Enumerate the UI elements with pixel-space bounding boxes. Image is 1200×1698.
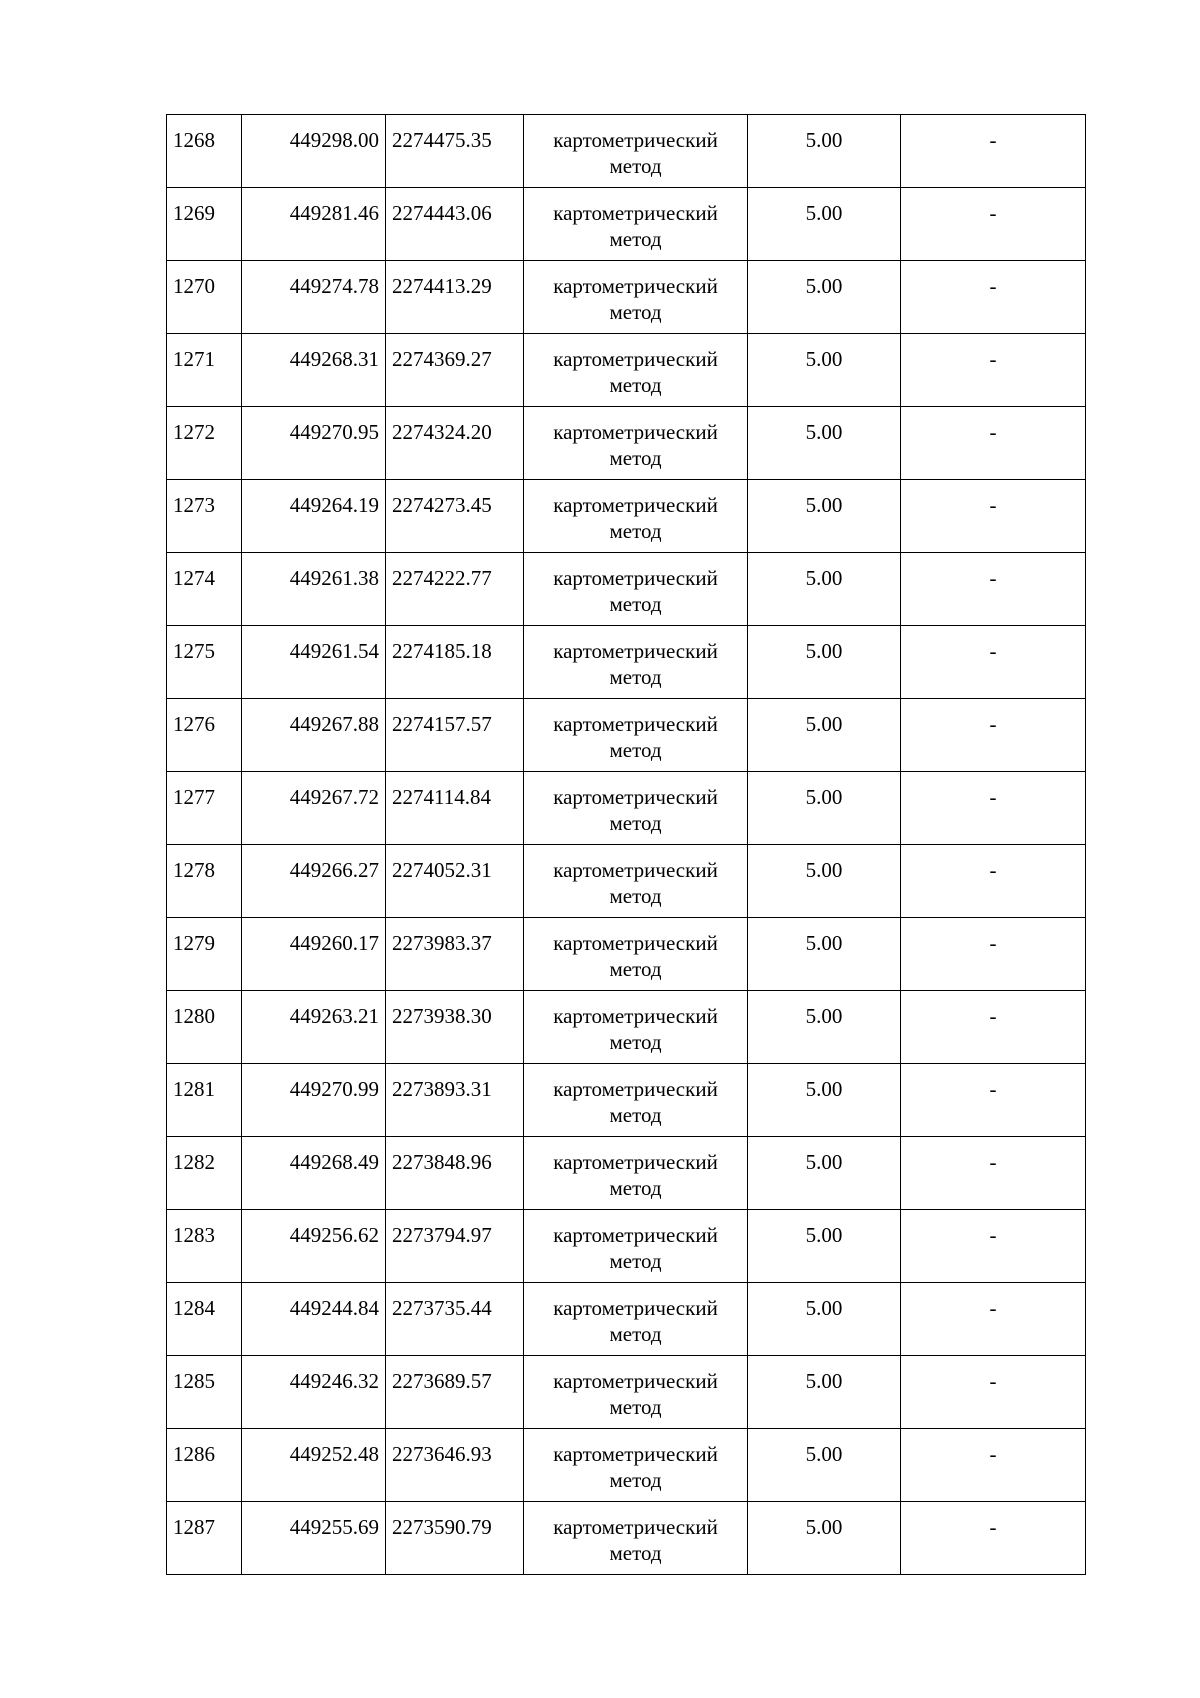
description-cell: - — [901, 1502, 1086, 1575]
y-coordinate-cell: 2274475.35 — [386, 115, 524, 188]
method-cell: картометрический метод — [524, 1137, 748, 1210]
table-row — [167, 918, 1086, 991]
y-coordinate-cell: 2273848.96 — [386, 1137, 524, 1210]
y-coordinate-cell: 2274114.84 — [386, 772, 524, 845]
y-coordinate-cell: 2274324.20 — [386, 407, 524, 480]
y-coordinate-cell: 2273590.79 — [386, 1502, 524, 1575]
y-coordinate-cell: 2274185.18 — [386, 626, 524, 699]
table-row — [167, 626, 1086, 699]
x-coordinate-cell: 449270.99 — [242, 1064, 386, 1137]
point-number-cell: 1286 — [167, 1429, 242, 1502]
x-coordinate-cell: 449244.84 — [242, 1283, 386, 1356]
table-row — [167, 1064, 1086, 1137]
x-coordinate-cell: 449270.95 — [242, 407, 386, 480]
accuracy-cell: 5.00 — [748, 845, 901, 918]
description-cell: - — [901, 1137, 1086, 1210]
point-number-cell: 1281 — [167, 1064, 242, 1137]
x-coordinate-cell: 449268.49 — [242, 1137, 386, 1210]
point-number-cell: 1284 — [167, 1283, 242, 1356]
x-coordinate-cell: 449267.72 — [242, 772, 386, 845]
accuracy-cell: 5.00 — [748, 407, 901, 480]
table-row — [167, 480, 1086, 553]
method-cell: картометрический метод — [524, 334, 748, 407]
x-coordinate-cell: 449261.54 — [242, 626, 386, 699]
accuracy-cell: 5.00 — [748, 115, 901, 188]
y-coordinate-cell: 2274413.29 — [386, 261, 524, 334]
description-cell: - — [901, 334, 1086, 407]
method-cell: картометрический метод — [524, 1356, 748, 1429]
description-cell: - — [901, 1356, 1086, 1429]
accuracy-cell: 5.00 — [748, 1502, 901, 1575]
table-row — [167, 699, 1086, 772]
y-coordinate-cell: 2274273.45 — [386, 480, 524, 553]
point-number-cell: 1282 — [167, 1137, 242, 1210]
accuracy-cell: 5.00 — [748, 772, 901, 845]
description-cell: - — [901, 115, 1086, 188]
accuracy-cell: 5.00 — [748, 1356, 901, 1429]
x-coordinate-cell: 449268.31 — [242, 334, 386, 407]
y-coordinate-cell: 2273983.37 — [386, 918, 524, 991]
x-coordinate-cell: 449266.27 — [242, 845, 386, 918]
x-coordinate-cell: 449252.48 — [242, 1429, 386, 1502]
y-coordinate-cell: 2274443.06 — [386, 188, 524, 261]
point-number-cell: 1287 — [167, 1502, 242, 1575]
method-cell: картометрический метод — [524, 188, 748, 261]
description-cell: - — [901, 845, 1086, 918]
method-cell: картометрический метод — [524, 553, 748, 626]
x-coordinate-cell: 449267.88 — [242, 699, 386, 772]
table-row — [167, 991, 1086, 1064]
table-row — [167, 261, 1086, 334]
x-coordinate-cell: 449246.32 — [242, 1356, 386, 1429]
table-row — [167, 1356, 1086, 1429]
method-cell: картометрический метод — [524, 1064, 748, 1137]
y-coordinate-cell: 2273646.93 — [386, 1429, 524, 1502]
accuracy-cell: 5.00 — [748, 918, 901, 991]
accuracy-cell: 5.00 — [748, 188, 901, 261]
x-coordinate-cell: 449261.38 — [242, 553, 386, 626]
accuracy-cell: 5.00 — [748, 334, 901, 407]
method-cell: картометрический метод — [524, 407, 748, 480]
point-number-cell: 1279 — [167, 918, 242, 991]
description-cell: - — [901, 699, 1086, 772]
description-cell: - — [901, 480, 1086, 553]
x-coordinate-cell: 449255.69 — [242, 1502, 386, 1575]
accuracy-cell: 5.00 — [748, 699, 901, 772]
table-row — [167, 1283, 1086, 1356]
method-cell: картометрический метод — [524, 991, 748, 1064]
accuracy-cell: 5.00 — [748, 1210, 901, 1283]
table-row — [167, 407, 1086, 480]
point-number-cell: 1268 — [167, 115, 242, 188]
x-coordinate-cell: 449256.62 — [242, 1210, 386, 1283]
accuracy-cell: 5.00 — [748, 261, 901, 334]
description-cell: - — [901, 188, 1086, 261]
point-number-cell: 1274 — [167, 553, 242, 626]
table-row — [167, 1502, 1086, 1575]
point-number-cell: 1283 — [167, 1210, 242, 1283]
point-number-cell: 1272 — [167, 407, 242, 480]
method-cell: картометрический метод — [524, 480, 748, 553]
y-coordinate-cell: 2273794.97 — [386, 1210, 524, 1283]
description-cell: - — [901, 772, 1086, 845]
point-number-cell: 1269 — [167, 188, 242, 261]
y-coordinate-cell: 2274222.77 — [386, 553, 524, 626]
method-cell: картометрический метод — [524, 1283, 748, 1356]
accuracy-cell: 5.00 — [748, 991, 901, 1064]
accuracy-cell: 5.00 — [748, 1064, 901, 1137]
y-coordinate-cell: 2273893.31 — [386, 1064, 524, 1137]
description-cell: - — [901, 1064, 1086, 1137]
point-number-cell: 1275 — [167, 626, 242, 699]
point-number-cell: 1276 — [167, 699, 242, 772]
accuracy-cell: 5.00 — [748, 1283, 901, 1356]
description-cell: - — [901, 991, 1086, 1064]
table-row — [167, 1210, 1086, 1283]
point-number-cell: 1285 — [167, 1356, 242, 1429]
method-cell: картометрический метод — [524, 772, 748, 845]
method-cell: картометрический метод — [524, 1210, 748, 1283]
x-coordinate-cell: 449274.78 — [242, 261, 386, 334]
table-row — [167, 845, 1086, 918]
table-row — [167, 115, 1086, 188]
x-coordinate-cell: 449298.00 — [242, 115, 386, 188]
description-cell: - — [901, 553, 1086, 626]
description-cell: - — [901, 1210, 1086, 1283]
method-cell: картометрический метод — [524, 115, 748, 188]
description-cell: - — [901, 1283, 1086, 1356]
coordinates-table — [166, 114, 1086, 1575]
description-cell: - — [901, 918, 1086, 991]
description-cell: - — [901, 407, 1086, 480]
x-coordinate-cell: 449260.17 — [242, 918, 386, 991]
accuracy-cell: 5.00 — [748, 553, 901, 626]
table-row — [167, 188, 1086, 261]
method-cell: картометрический метод — [524, 1502, 748, 1575]
y-coordinate-cell: 2274052.31 — [386, 845, 524, 918]
x-coordinate-cell: 449263.21 — [242, 991, 386, 1064]
description-cell: - — [901, 1429, 1086, 1502]
point-number-cell: 1280 — [167, 991, 242, 1064]
table-row — [167, 1429, 1086, 1502]
method-cell: картометрический метод — [524, 918, 748, 991]
x-coordinate-cell: 449281.46 — [242, 188, 386, 261]
y-coordinate-cell: 2274157.57 — [386, 699, 524, 772]
point-number-cell: 1273 — [167, 480, 242, 553]
y-coordinate-cell: 2273735.44 — [386, 1283, 524, 1356]
point-number-cell: 1270 — [167, 261, 242, 334]
table-row — [167, 1137, 1086, 1210]
accuracy-cell: 5.00 — [748, 1137, 901, 1210]
method-cell: картометрический метод — [524, 1429, 748, 1502]
method-cell: картометрический метод — [524, 626, 748, 699]
table-row — [167, 334, 1086, 407]
point-number-cell: 1271 — [167, 334, 242, 407]
method-cell: картометрический метод — [524, 261, 748, 334]
description-cell: - — [901, 626, 1086, 699]
coordinates-table-body — [167, 115, 1086, 1575]
y-coordinate-cell: 2274369.27 — [386, 334, 524, 407]
point-number-cell: 1278 — [167, 845, 242, 918]
method-cell: картометрический метод — [524, 699, 748, 772]
table-row — [167, 772, 1086, 845]
description-cell: - — [901, 261, 1086, 334]
table-row — [167, 553, 1086, 626]
accuracy-cell: 5.00 — [748, 1429, 901, 1502]
y-coordinate-cell: 2273689.57 — [386, 1356, 524, 1429]
point-number-cell: 1277 — [167, 772, 242, 845]
y-coordinate-cell: 2273938.30 — [386, 991, 524, 1064]
x-coordinate-cell: 449264.19 — [242, 480, 386, 553]
method-cell: картометрический метод — [524, 845, 748, 918]
accuracy-cell: 5.00 — [748, 480, 901, 553]
accuracy-cell: 5.00 — [748, 626, 901, 699]
